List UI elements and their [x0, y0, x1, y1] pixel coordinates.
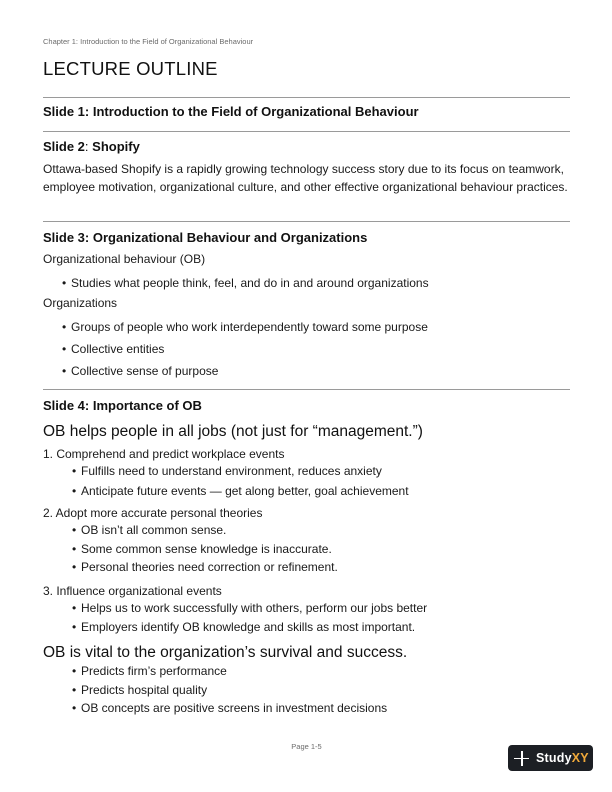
list-item: • Collective entities — [62, 342, 165, 356]
list-item: • Groups of people who work interdependently toward some purpose — [62, 320, 428, 334]
ob-label: Organizational behaviour (OB) — [43, 252, 206, 266]
slide-2-title: Slide 2: Shopify — [43, 139, 140, 154]
point-label: 2. Adopt more accurate personal theories — [43, 506, 263, 520]
list-item: • OB isn’t all common sense. — [72, 523, 227, 537]
running-header: Chapter 1: Introduction to the Field of Organizational Behaviour — [43, 37, 254, 46]
list-item: • Predicts hospital quality — [72, 683, 208, 697]
list-item: • Studies what people think, feel, and do in and around organizations — [62, 276, 429, 290]
list-item: • Some common sense knowledge is inaccurate. — [72, 542, 332, 556]
organizations-label: Organizations — [43, 296, 118, 310]
list-item: • Predicts firm’s performance — [72, 664, 227, 678]
slide-1-title: Slide 1: Introduction to the Field of Organizational Behaviour — [43, 104, 419, 119]
list-item: • Personal theories need correction or refinement. — [72, 560, 338, 574]
point-label: 3. Influence organizational events — [43, 584, 222, 598]
list-item: • Collective sense of purpose — [62, 364, 219, 378]
slide-3-title: Slide 3: Organizational Behaviour and Organizations — [43, 230, 368, 245]
page-number: Page 1-5 — [291, 742, 322, 751]
slide-4-intro: OB helps people in all jobs (not just for “management.”) — [43, 423, 423, 440]
list-item: • Helps us to work successfully with others, perform our jobs better — [72, 601, 428, 615]
plus-icon — [514, 751, 529, 766]
list-item: • Anticipate future events — get along better, goal achievement — [72, 484, 409, 498]
divider — [43, 221, 570, 222]
brand-name: StudyXY — [536, 751, 589, 765]
divider — [43, 131, 570, 132]
slide-4-vital: OB is vital to the organization’s survival and success. — [43, 644, 408, 661]
studyxy-badge[interactable] — [508, 745, 593, 771]
slide-2-body: Ottawa-based Shopify is a rapidly growing technology success story due to its focus on teamwork, employee motivation, organizational culture, and other effective organizational behaviour practices. — [43, 162, 568, 194]
list-item: • OB concepts are positive screens in investment decisions — [72, 701, 388, 715]
outline-title: LECTURE OUTLINE — [43, 58, 218, 79]
point-label: 1. Comprehend and predict workplace events — [43, 447, 285, 461]
divider — [43, 389, 570, 390]
slide-4-title: Slide 4: Importance of OB — [43, 398, 202, 413]
list-item: • Employers identify OB knowledge and skills as most important. — [72, 620, 416, 634]
list-item: • Fulfills need to understand environment, reduces anxiety — [72, 464, 382, 478]
divider — [43, 97, 570, 98]
